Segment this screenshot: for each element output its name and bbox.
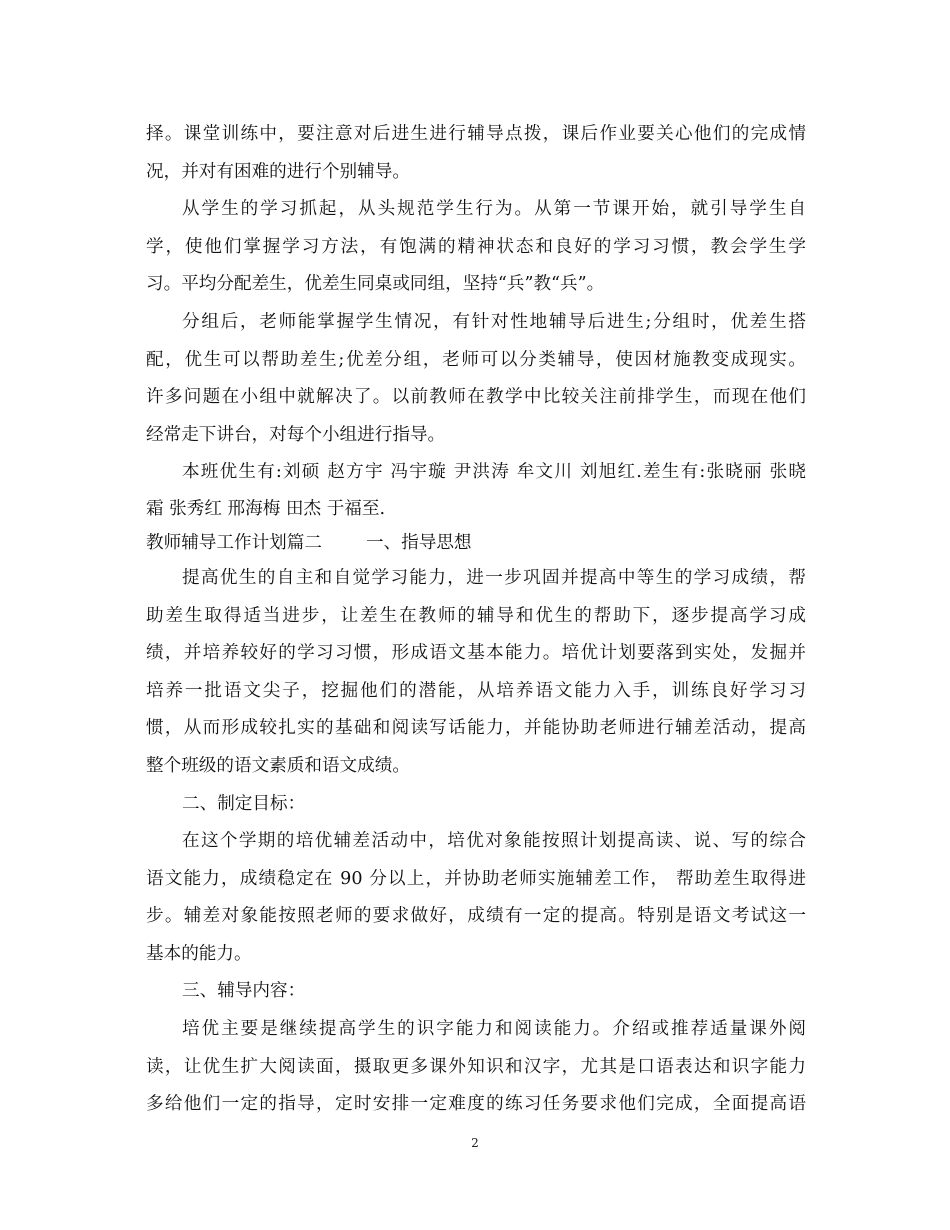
paragraph-line: 况，并对有困难的进行个别辅导。 <box>146 161 410 182</box>
paragraph-line: 择。课堂训练中，要注意对后进生进行辅导点拨，课后作业要关心他们的完成情 <box>146 124 806 144</box>
paragraph-line: 语文能力，成绩稳定在 90 分以上，并协助老师实施辅差工作， 帮助差生取得进 <box>146 868 806 889</box>
document-title: 教师辅导工作计划篇二 <box>146 532 322 553</box>
paragraph-line: 习。平均分配差生，优差生同桌或同组，坚持“兵”教“兵”。 <box>146 274 605 295</box>
paragraph-line: 从学生的学习抓起，从头规范学生行为。从第一节课开始，就引导学生自 <box>182 199 806 220</box>
section-heading <box>146 526 806 560</box>
subheading: 二、制定目标： <box>182 793 306 814</box>
paragraph-line: 本班优生有:刘硕 赵方宇 冯宇璇 尹洪涛 牟文川 刘旭红.差生有:张晓丽 张晓 <box>182 462 806 483</box>
paragraph-line: 学，使他们掌握学习方法，有饱满的精神状态和良好的学习习惯，教会学生学 <box>146 236 806 257</box>
paragraph-line: 步。辅差对象能按照老师的要求做好，成绩有一定的提高。特别是语文考试这一 <box>146 906 806 927</box>
paragraph-line: 绩，并培养较好的学习习惯，形成语文基本能力。培优计划要落到实处，发掘并 <box>146 643 806 664</box>
paragraph-line: 许多问题在小组中就解决了。以前教师在教学中比较关注前排学生，而现在他们 <box>146 387 806 408</box>
paragraph-line: 整个班级的语文素质和语文成绩。 <box>146 755 410 776</box>
paragraph-line: 在这个学期的培优辅差活动中，培优对象能按照计划提高读、说、写的综合 <box>182 831 806 852</box>
paragraph-line: 培养一批语文尖子，挖掘他们的潜能，从培养语文能力入手，训练良好学习习 <box>146 680 806 701</box>
paragraph-line: 读，让优生扩大阅读面，摄取更多课外知识和汉字，尤其是口语表达和识字能力 <box>146 1056 806 1077</box>
paragraph-line: 惯，从而形成较扎实的基础和阅读写话能力，并能协助老师进行辅差活动，提高 <box>146 718 806 739</box>
subheading: 三、辅导内容： <box>182 981 306 1002</box>
paragraph-line: 霜 张秀红 邢海梅 田杰 于福至. <box>146 498 386 519</box>
paragraph-line: 分组后，老师能掌握学生情况，有针对性地辅导后进生;分组时，优差生搭 <box>182 311 806 332</box>
paragraph-line: 提高优生的自主和自觉学习能力，进一步巩固并提高中等生的学习成绩，帮 <box>182 567 806 588</box>
page-number: 2 <box>471 1136 479 1150</box>
paragraph-line: 培优主要是继续提高学生的识字能力和阅读能力。介绍或推荐适量课外阅 <box>182 1019 806 1040</box>
paragraph-line: 多给他们一定的指导，定时安排一定难度的练习任务要求他们完成，全面提高语 <box>146 1094 806 1115</box>
section-title: 一、指导思想 <box>365 532 472 553</box>
paragraph-line: 配，优生可以帮助差生;优差分组，老师可以分类辅导，使因材施教变成现实。 <box>146 349 806 370</box>
paragraph-line: 助差生取得适当进步，让差生在教师的辅导和优生的帮助下，逐步提高学习成 <box>146 605 806 626</box>
document-body <box>146 116 806 1124</box>
paragraph-line: 基本的能力。 <box>146 943 252 964</box>
paragraph-line: 经常走下讲台，对每个小组进行指导。 <box>146 424 446 445</box>
